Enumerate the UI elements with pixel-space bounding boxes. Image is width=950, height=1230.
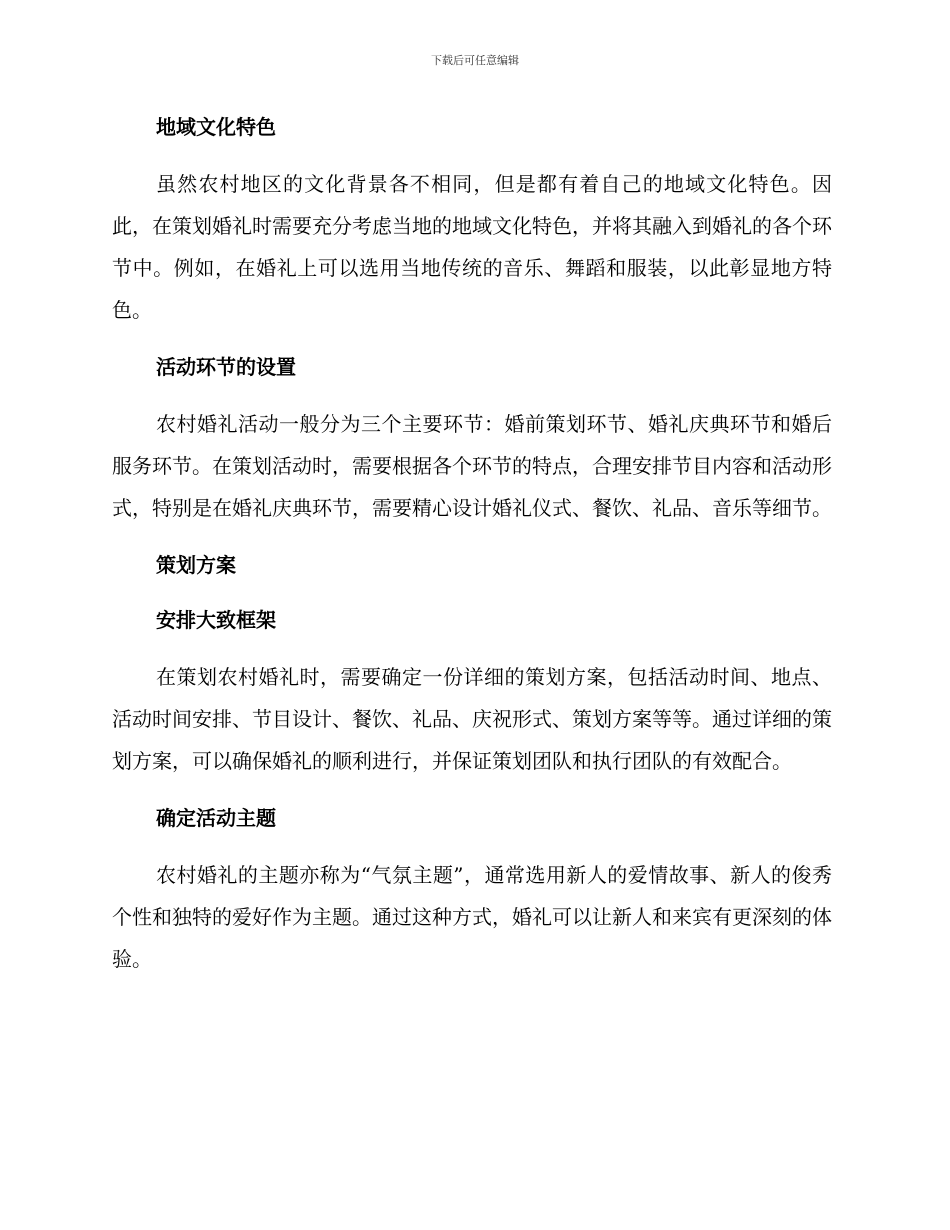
page-header: 下载后可任意编辑 <box>431 54 519 67</box>
section-paragraph-activity-theme: 农村婚礼的主题亦称为“气氛主题”，通常选用新人的爱情故事、新人的俊秀个性和独特的爱好作为主题。通过这种方式，婚礼可以让新人和来宾有更深刻的体验。 <box>112 863 832 971</box>
section-heading-overall-framework: 安排大致框架 <box>156 608 276 632</box>
section-heading-planning-scheme: 策划方案 <box>156 553 236 577</box>
section-heading-regional-culture: 地域文化特色 <box>156 115 276 139</box>
document-body <box>112 108 832 997</box>
section-heading-activity-theme: 确定活动主题 <box>156 806 276 830</box>
section-heading-activity-segments: 活动环节的设置 <box>156 355 296 379</box>
section-paragraph-overall-framework: 在策划农村婚礼时，需要确定一份详细的策划方案，包括活动时间、地点、活动时间安排、节目设计、餐饮、礼品、庆祝形式、策划方案等等。通过详细的策划方案，可以确保婚礼的顺利进行，并保证策划团队和执行团队的有效配合。 <box>112 665 832 773</box>
section-paragraph-activity-segments: 农村婚礼活动一般分为三个主要环节：婚前策划环节、婚礼庆典环节和婚后服务环节。在策划活动时，需要根据各个环节的特点，合理安排节目内容和活动形式，特别是在婚礼庆典环节，需要精心设计婚礼仪式、餐饮、礼品、音乐等细节。 <box>112 412 832 520</box>
section-paragraph-regional-culture: 虽然农村地区的文化背景各不相同，但是都有着自己的地域文化特色。因此，在策划婚礼时需要充分考虑当地的地域文化特色，并将其融入到婚礼的各个环节中。例如，在婚礼上可以选用当地传统的音乐、舞蹈和服装，以此彰显地方特色。 <box>112 172 832 322</box>
